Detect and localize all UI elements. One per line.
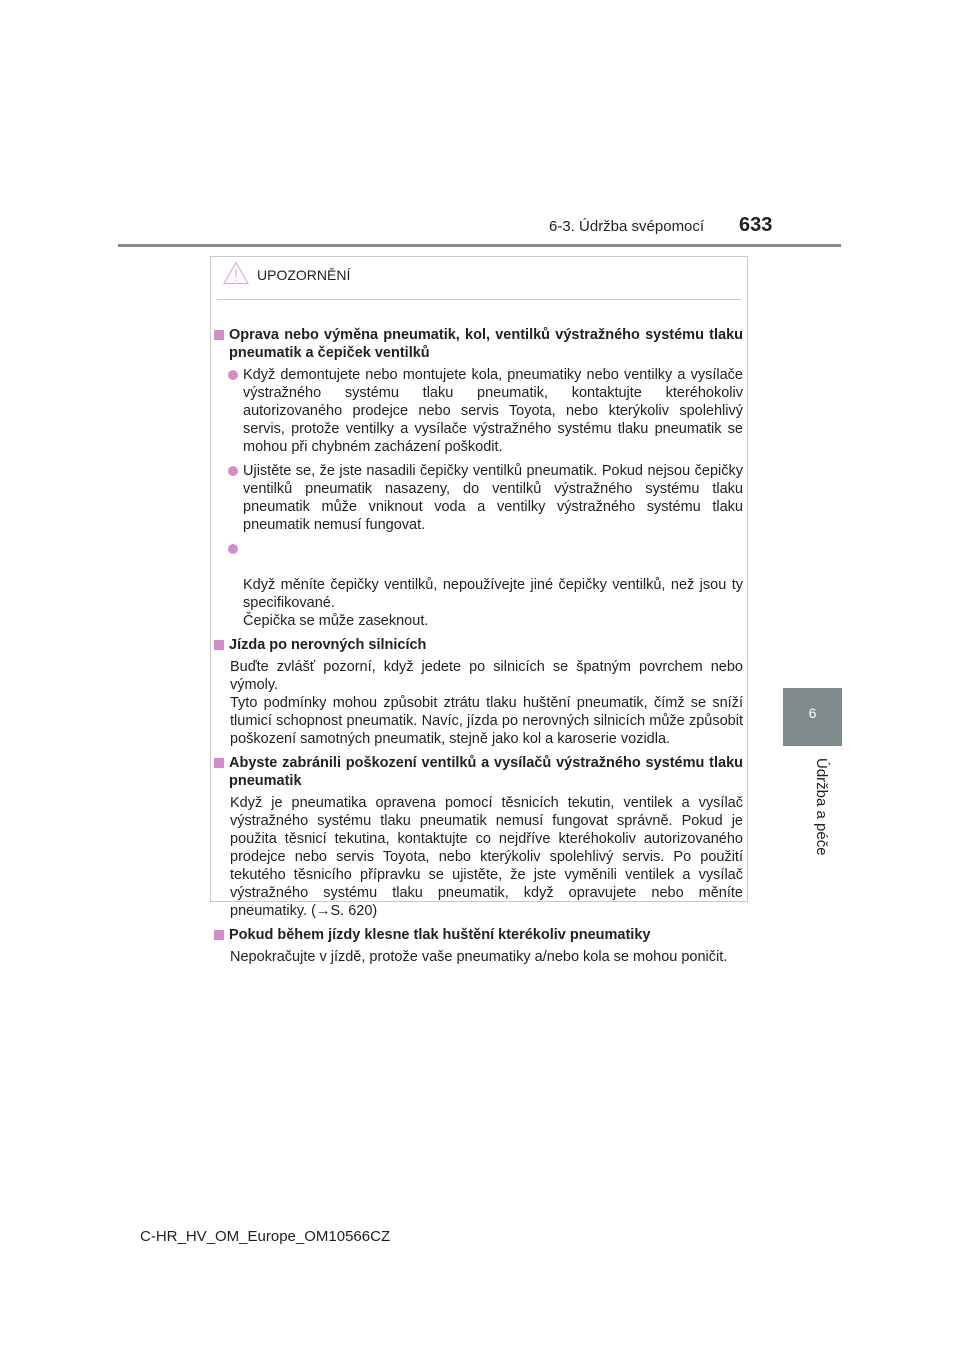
round-bullet-icon bbox=[228, 370, 238, 380]
paragraph: Buďte zvlášť pozorní, když jedete po silnicích se špatným povrchem nebo výmoly. bbox=[230, 659, 743, 693]
chapter-tab bbox=[783, 688, 842, 746]
warning-body-divider bbox=[217, 299, 741, 300]
section-heading: Jízda po nerovných silnicích bbox=[213, 636, 743, 654]
round-bullet-icon bbox=[228, 466, 238, 476]
paragraph: Nepokračujte v jízdě, protože vaše pneumatiky a/nebo kola se mohou poničit. bbox=[230, 949, 728, 965]
warning-header bbox=[223, 261, 350, 289]
warning-title: UPOZORNĚNÍ bbox=[257, 267, 351, 283]
page-number: 633 bbox=[739, 214, 773, 236]
paragraph: Když je pneumatika opravena pomocí těsnicích tekutin, ventilek a vysílač výstražného systému tlaku pneumatik nemusí fungovat správně. Pokud je použita těsnicí tekutina, kontaktujte co nejdříve kteréhokoliv autorizovaného prodejce nebo servis Toyota, nebo kterýkoliv spolehlivý servis. Po použití tekutého těsnicího přípravku se ujistěte, že jste vyměnili ventilek a vysílač výstražného systému tlaku pneumatik, když opravujete nebo měníte pneumatiky. (→S. 620) bbox=[230, 795, 743, 919]
section-heading: Abyste zabránili poškození ventilků a vysílačů výstražného systému tlaku pneumatik bbox=[213, 754, 743, 790]
warning-triangle-icon bbox=[223, 261, 249, 290]
section-title: 6-3. Údržba svépomocí bbox=[549, 218, 705, 235]
square-bullet-icon bbox=[214, 930, 224, 940]
document-id: C-HR_HV_OM_Europe_OM10566CZ bbox=[140, 1228, 391, 1245]
warning-content bbox=[213, 326, 743, 966]
square-bullet-icon bbox=[214, 640, 224, 650]
chapter-number: 6 bbox=[808, 705, 817, 721]
square-bullet-icon bbox=[214, 330, 224, 340]
chapter-label: Údržba a péče bbox=[813, 758, 830, 856]
section-heading: Pokud během jízdy klesne tlak huštění kterékoliv pneumatiky bbox=[213, 926, 743, 944]
round-bullet-icon bbox=[228, 544, 238, 554]
paragraph: Tyto podmínky mohou způsobit ztrátu tlaku huštění pneumatik, čímž se sníží tlumicí schopnost pneumatik. Navíc, jízda po nerovných silnicích může způsobit poškození samotných pneumatik, stejně jako kol a karoserie vozidla. bbox=[230, 695, 743, 747]
header-divider bbox=[118, 244, 841, 247]
square-bullet-icon bbox=[214, 758, 224, 768]
list-item: Ujistěte se, že jste nasadili čepičky ventilků pneumatik. Pokud nejsou čepičky ventilků pneumatik nasazeny, do ventilků výstražného systému tlaku pneumatik může vniknout voda a ventilky výstražného systému tlaku pneumatik nemusí fungovat. bbox=[213, 462, 743, 534]
section-heading: Oprava nebo výměna pneumatik, kol, ventilků výstražného systému tlaku pneumatik a čepiček ventilků bbox=[213, 326, 743, 362]
list-item: Když měníte čepičky ventilků, nepoužívejte jiné čepičky ventilků, než jsou ty specifikované. Čepička se může zaseknout. bbox=[213, 540, 743, 630]
list-item: Když demontujete nebo montujete kola, pneumatiky nebo ventilky a vysílače výstražného systému tlaku pneumatik, kontaktujte kteréhokoliv autorizovaného prodejce nebo servis Toyota, nebo kterýkoliv spolehlivý servis, protože ventilky a vysílače výstražného systému tlaku pneumatik se mohou při chybném zacházení poškodit. bbox=[213, 366, 743, 456]
